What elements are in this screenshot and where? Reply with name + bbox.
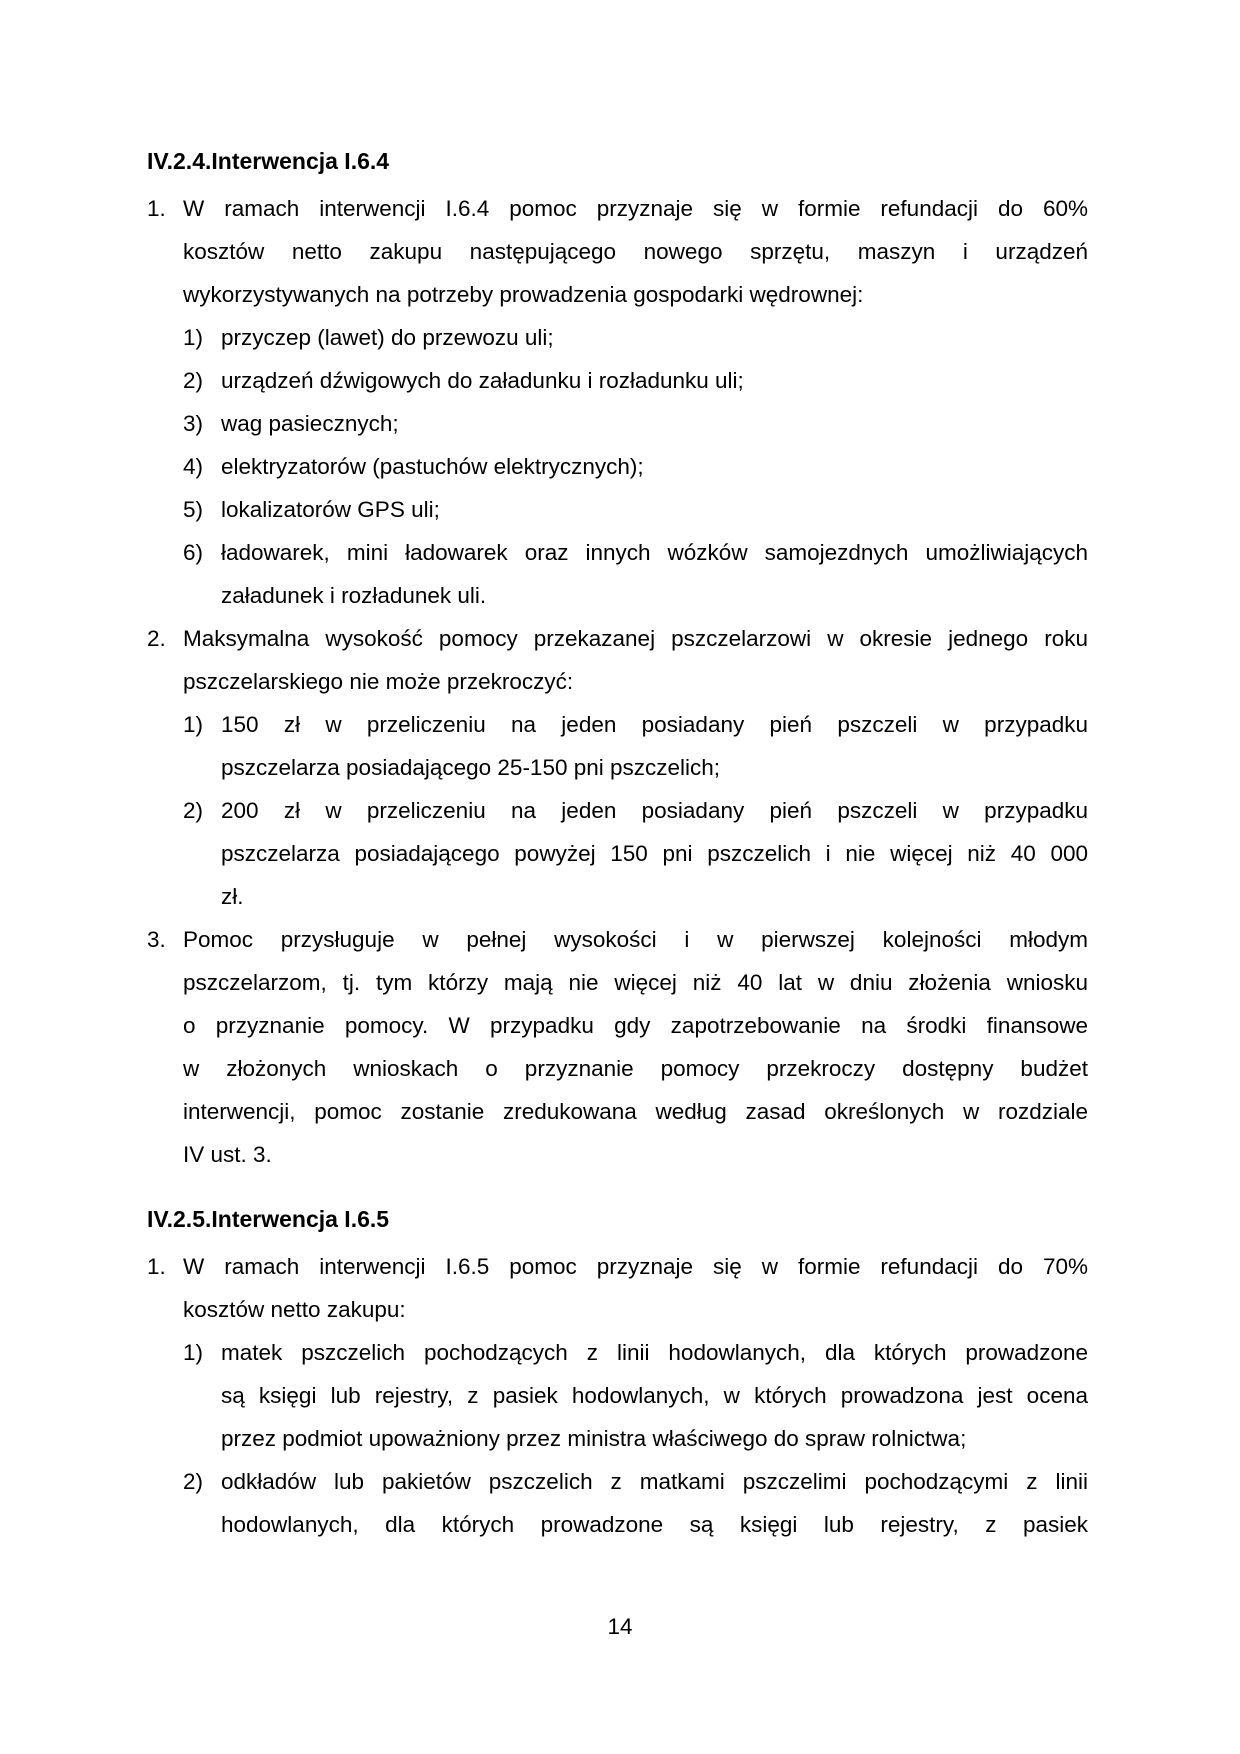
subitem — [183, 703, 1088, 789]
subitem — [183, 789, 1088, 918]
subitem — [183, 488, 1088, 531]
point-1 — [147, 1245, 1088, 1546]
text-line: Maksymalna wysokość pomocy przekazanej pszczelarzowi w okresie jednego roku — [183, 626, 1088, 651]
subitem — [183, 531, 1088, 617]
subitem-number: 5) — [183, 497, 204, 522]
text-line: pszczelarskiego nie może przekroczyć: — [183, 669, 574, 694]
text-line: lokalizatorów GPS uli; — [221, 497, 440, 522]
section-heading: IV.2.4.Interwencja I.6.4 — [147, 148, 390, 174]
text-line: załadunek i rozładunek uli. — [221, 583, 487, 608]
text-line: W ramach interwencji I.6.4 pomoc przyznaje się w formie refundacji do 60% — [183, 196, 1088, 221]
point-number: 3. — [147, 927, 166, 952]
text-line: wykorzystywanych na potrzeby prowadzenia gospodarki wędrownej: — [183, 282, 864, 307]
text-line: Pomoc przysługuje w pełnej wysokości i w pierwszej kolejności młodym — [183, 927, 1088, 952]
point-2 — [147, 617, 1088, 918]
text-line: pszczelarzom, tj. tym którzy mają nie więcej niż 40 lat w dniu złożenia wniosku — [183, 970, 1088, 995]
text-line: zł. — [221, 884, 244, 909]
subitem-number: 2) — [183, 1469, 204, 1494]
page-number: 14 — [607, 1614, 633, 1639]
text-line: kosztów netto zakupu: — [183, 1297, 406, 1322]
text-line: urządzeń dźwigowych do załadunku i rozładunku uli; — [221, 368, 744, 393]
text-line: kosztów netto zakupu następującego nowego sprzętu, maszyn i urządzeń — [183, 239, 1088, 264]
subitem-number: 2) — [183, 798, 204, 823]
subitem-number: 1) — [183, 712, 204, 737]
text-line: przez podmiot upoważniony przez ministra właściwego do spraw rolnictwa; — [221, 1426, 967, 1451]
text-line: przyczep (lawet) do przewozu uli; — [221, 325, 554, 350]
text-line: elektryzatorów (pastuchów elektrycznych); — [221, 454, 644, 479]
subitem — [183, 402, 1088, 445]
point-number: 1. — [147, 1254, 166, 1279]
document-page — [147, 140, 1088, 1546]
text-line: matek pszczelich pochodzących z linii hodowlanych, dla których prowadzone — [221, 1340, 1088, 1365]
text-line: W ramach interwencji I.6.5 pomoc przyznaje się w formie refundacji do 70% — [183, 1254, 1088, 1279]
text-line: IV ust. 3. — [183, 1142, 272, 1167]
text-line: ładowarek, mini ładowarek oraz innych wózków samojezdnych umożliwiających — [221, 540, 1088, 565]
text-line: hodowlanych, dla których prowadzone są księgi lub rejestry, z pasiek — [221, 1512, 1088, 1537]
subitem-number: 4) — [183, 454, 204, 479]
text-line: pszczelarza posiadającego 25-150 pni pszczelich; — [221, 755, 721, 780]
text-line: wag pasiecznych; — [221, 411, 399, 436]
text-line: odkładów lub pakietów pszczelich z matkami pszczelimi pochodzącymi z linii — [221, 1469, 1088, 1494]
subitem — [183, 1331, 1088, 1460]
subitem — [183, 316, 1088, 359]
text-line: 150 zł w przeliczeniu na jeden posiadany pień pszczeli w przypadku — [221, 712, 1088, 737]
subitem-number: 3) — [183, 411, 204, 436]
subitem — [183, 1460, 1088, 1546]
subitem-number: 1) — [183, 1340, 204, 1365]
section-heading: IV.2.5.Interwencja I.6.5 — [147, 1206, 390, 1232]
text-line: o przyznanie pomocy. W przypadku gdy zapotrzebowanie na środki finansowe — [183, 1013, 1088, 1038]
subitem — [183, 359, 1088, 402]
subitem-number: 2) — [183, 368, 204, 393]
subitem-number: 1) — [183, 325, 204, 350]
text-line: są księgi lub rejestry, z pasiek hodowlanych, w których prowadzona jest ocena — [221, 1383, 1088, 1408]
point-1 — [147, 187, 1088, 617]
subitem — [183, 445, 1088, 488]
text-line: w złożonych wnioskach o przyznanie pomocy przekroczy dostępny budżet — [183, 1056, 1088, 1081]
point-number: 2. — [147, 626, 166, 651]
text-line: interwencji, pomoc zostanie zredukowana według zasad określonych w rozdziale — [183, 1099, 1088, 1124]
text-line: 200 zł w przeliczeniu na jeden posiadany pień pszczeli w przypadku — [221, 798, 1088, 823]
text-line: pszczelarza posiadającego powyżej 150 pni pszczelich i nie więcej niż 40 000 — [221, 841, 1088, 866]
subitem-number: 6) — [183, 540, 204, 565]
point-3 — [147, 918, 1088, 1176]
point-number: 1. — [147, 196, 166, 221]
